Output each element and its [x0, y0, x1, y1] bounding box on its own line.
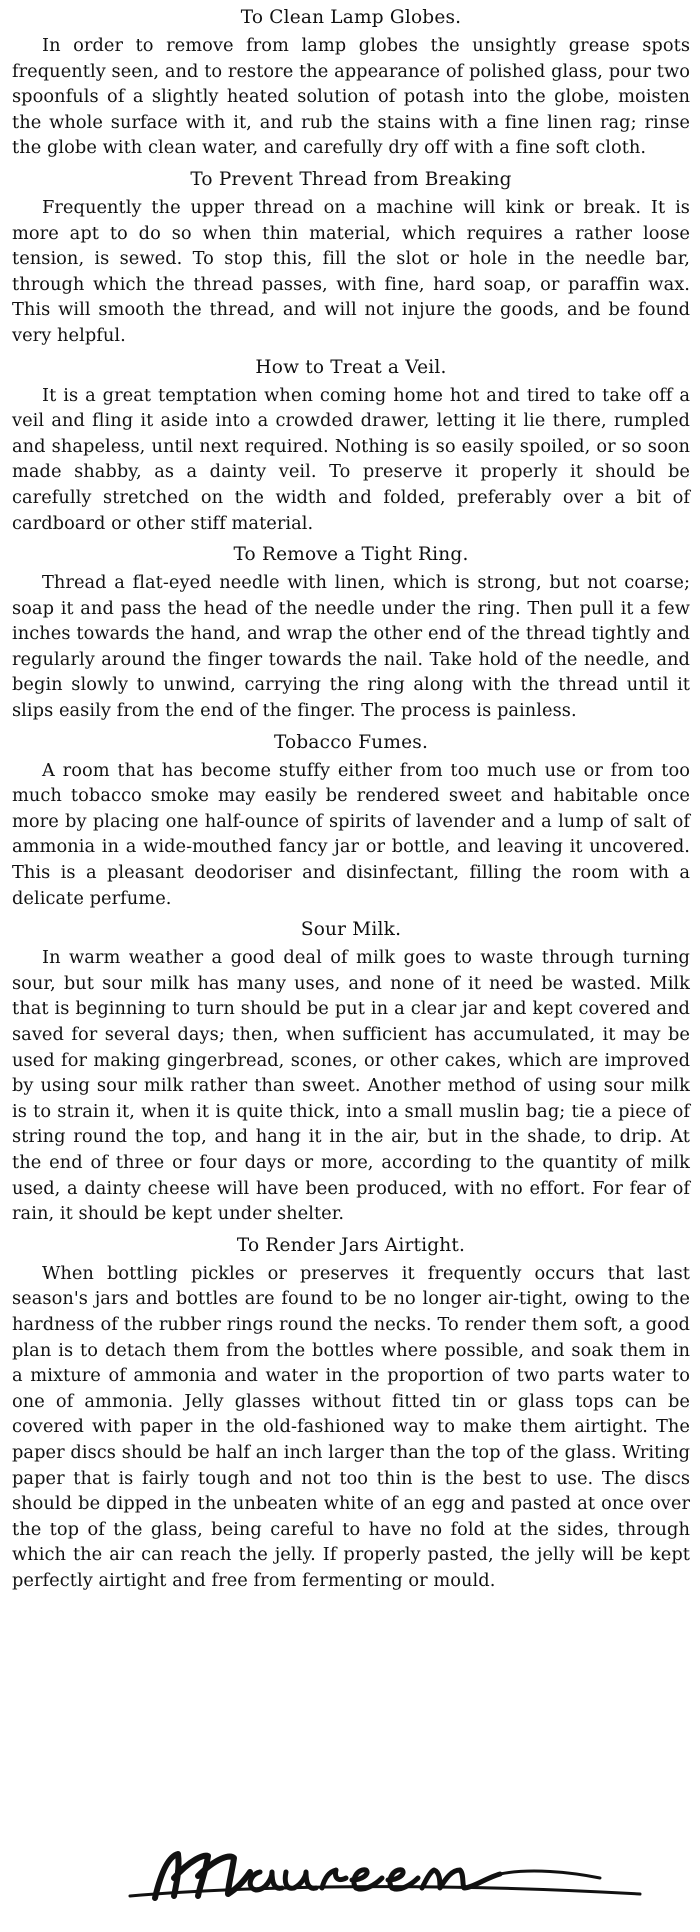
section-heading: How to Treat a Veil. — [255, 356, 447, 378]
section-body: It is a great temptation when coming home hot and tired to take off a veil and fling it aside into a crowded drawer, letting it lie there, rumpled and shapeless, until next required. Nothing is so easily spoiled, or so soon made shabby, as a dainty veil. To preserve it properly it should be carefully stretched on the width and folded, preferably over a bit of cardboard or other stiff material. — [12, 384, 690, 534]
section-body: In warm weather a good deal of milk goes to waste through turning sour, but sour milk has many uses, and none of it need be wasted. Milk that is beginning to turn should be put in a clear jar and kept covered and saved for several days; then, when sufficient has accumulated, it may be used for making gingerbread, scones, or other cakes, which are improved by using sour milk rather than sweet. Another method of using sour milk is to strain it, when it is quite thick, into a small muslin bag; tie a piece of string round the top, and hang it in the air, but in the shade, to drip. At the end of three or four days or more, according to the quantity of milk used, a dainty cheese will have been produced, with no effort. For fear of rain, it should be kept under shelter. — [12, 947, 690, 1225]
section-body: Thread a flat-eyed needle with linen, which is strong, but not coarse; soap it and pass the head of the needle under the ring. Then pull it a few inches towards the hand, and wrap the other end of the thread tightly and regularly around the finger towards the nail. Take hold of the needle, and begin slowly to unwind, carrying the ring along with the thread until it slips easily from the end of the finger. The process is painless. — [12, 572, 690, 722]
section-body: In order to remove from lamp globes the unsightly grease spots frequently seen, and to restore the appearance of polished glass, pour two spoonfuls of a slightly heated solution of potash into the globe, moisten the whole surface with it, and rub the stains with a fine linen rag; rinse the globe with clean water, and carefully dry off with a fine soft cloth. — [12, 35, 690, 159]
section-jars-airtight — [12, 1232, 690, 1594]
section-heading: To Clean Lamp Globes. — [240, 7, 462, 28]
signature-maureen — [100, 1838, 660, 1918]
section-heading: To Prevent Thread from Breaking — [190, 168, 512, 190]
section-heading: Tobacco Fumes. — [273, 731, 429, 753]
section-sour-milk — [12, 916, 690, 1227]
section-thread-breaking — [12, 166, 690, 349]
section-tobacco-fumes — [12, 729, 690, 912]
section-body: When bottling pickles or preserves it frequently occurs that last season's jars and bottles are found to be no longer air-tight, owing to the hardness of the rubber rings round the necks. To render them soft, a good plan is to detach them from the bottles where possible, and soak them in a mixture of ammonia and water in the proportion of two parts water to one of ammonia. Jelly glasses without fitted tin or glass tops can be covered with paper in the old-fashioned way to make them airtight. The paper discs should be half an inch larger than the top of the glass. Writing paper that is fairly tough and not too thin is the best to use. The discs should be dipped in the unbeaten white of an egg and pasted at once over the top of the glass, being careful to have no fold at the sides, through which the air can reach the jelly. If properly pasted, the jelly will be kept perfectly airtight and free from fermenting or mould. — [12, 1262, 690, 1591]
section-veil — [12, 354, 690, 537]
section-heading: To Remove a Tight Ring. — [233, 544, 469, 566]
section-lamp-globes — [12, 4, 690, 161]
section-tight-ring — [12, 541, 690, 724]
section-heading: Sour Milk. — [300, 919, 402, 941]
section-heading: To Render Jars Airtight. — [236, 1234, 466, 1256]
signature-script-graphic — [100, 1838, 660, 1918]
section-body: Frequently the upper thread on a machine will kink or break. It is more apt to do so when thin material, which requires a rather loose tension, is sewed. To stop this, fill the slot or hole in the needle bar, through which the thread passes, with fine, hard soap, or paraffin wax. This will smooth the thread, and will not injure the goods, and be found very helpful. — [12, 196, 690, 346]
section-body: A room that has become stuffy either from too much use or from too much tobacco smoke may easily be rendered sweet and habitable once more by placing one half-ounce of spirits of lavender and a lump of salt of ammonia in a wide-mouthed fancy jar or bottle, and leaving it uncovered. This is a pleasant deodoriser and disinfectant, filling the room with a delicate perfume. — [12, 759, 690, 909]
